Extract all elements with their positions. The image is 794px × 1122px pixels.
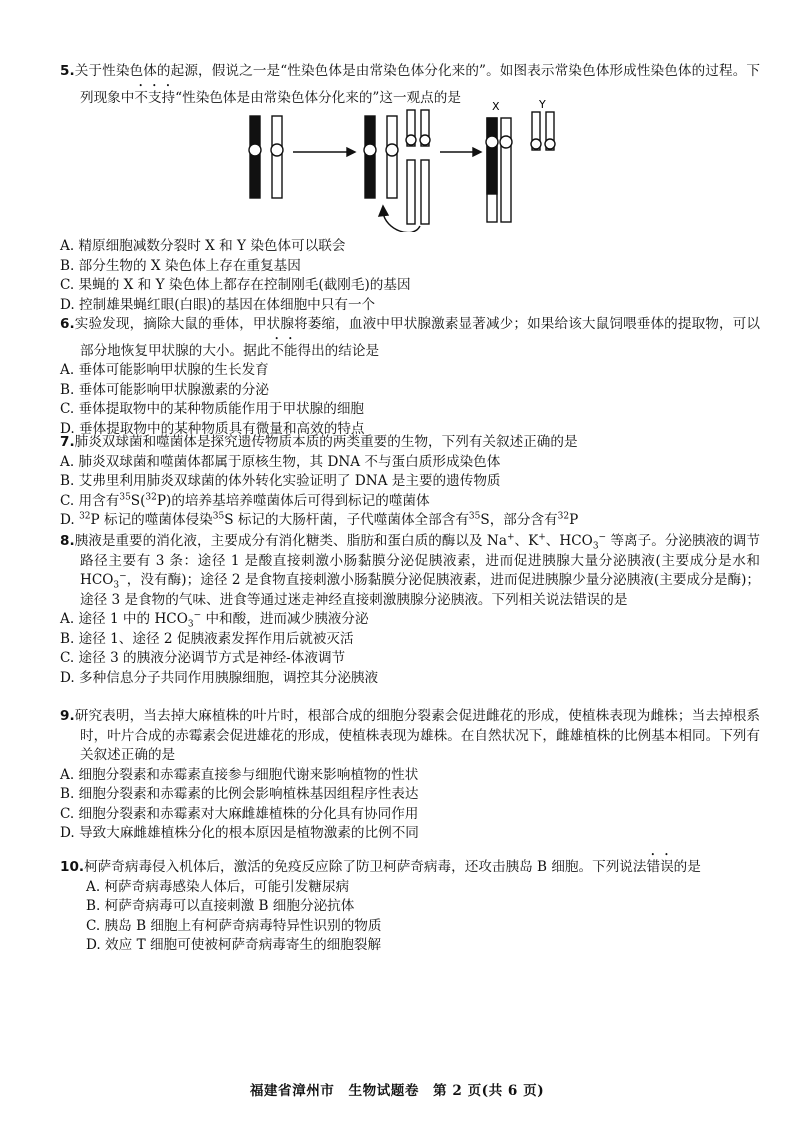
option-b[interactable]: B. 途径 1、途径 2 促胰液素发挥作用后就被灭活: [60, 630, 354, 647]
option-a[interactable]: A. 肺炎双球菌和噬菌体都属于原核生物，其 DNA 不与蛋白质形成染色体: [60, 453, 501, 470]
option-b[interactable]: B. 细胞分裂素和赤霉素的比例会影响植株基因组程序性表达: [60, 786, 419, 802]
emphasis-text: 不支持: [134, 89, 176, 106]
option-a[interactable]: A. 垂体可能影响甲状腺的生长发育: [60, 362, 269, 378]
option-d[interactable]: D. 控制雄果蝇红眼(白眼)的基因在体细胞中只有一个: [60, 296, 376, 313]
chromosome-black: [365, 116, 375, 198]
question-7: [60, 433, 760, 531]
option-b[interactable]: B. 柯萨奇病毒可以直接刺激 B 细胞分泌抗体: [86, 898, 355, 914]
option-d[interactable]: D. 导致大麻雌雄植株分化的根本原因是植物激素的比例不同: [60, 825, 419, 841]
emphasis-text: 错误: [646, 859, 674, 875]
question-9-stem: 9.研究表明，当去掉大麻植株的叶片时，根部合成的细胞分裂素会促进雌花的形成，使植株表现为雌株；当去掉根系时，叶片合成的赤霉素会促进雄花的形成，使植株表现为雄株。在自然状况下，雌雄植株的比例基本相同。下列有关叙述正确的是: [60, 708, 760, 763]
chromosome-black: [250, 116, 260, 198]
label-y: Y: [539, 100, 546, 111]
question-number: 6.: [60, 316, 75, 332]
option-c[interactable]: C. 细胞分裂素和赤霉素对大麻雌雄植株的分化具有协同作用: [60, 805, 419, 822]
question-6: [60, 315, 760, 439]
option-b[interactable]: B. 部分生物的 X 染色体上存在重复基因: [60, 257, 301, 274]
option-c[interactable]: C. 用含有$^{35}$S($^{32}$P)的培养基培养噬菌体后可得到标记的噬菌体: [60, 491, 430, 509]
option-c[interactable]: C. 胰岛 B 细胞上有柯萨奇病毒特异性识别的物质: [86, 917, 382, 934]
option-d[interactable]: D. $^{32}$P 标记的噬菌体侵染$^{35}$S 标记的大肠杆菌，子代噬菌体全部含有$^{35}$S，部分含有$^{32}$P: [60, 511, 579, 528]
question-10: [60, 851, 760, 956]
chromosome-white: [272, 116, 282, 198]
question-7-stem: 7.肺炎双球菌和噬菌体是探究遗传物质本质的两类重要的生物，下列有关叙述正确的是: [60, 434, 578, 450]
option-c[interactable]: C. 果蝇的 X 和 Y 染色体上都存在控制刚毛(截刚毛)的基因: [60, 277, 411, 293]
question-9: [60, 707, 760, 844]
question-5-stem: 5.关于性染色体的起源，假说之一是“性染色体是由常染色体分化来的”。如图表示常染色体形成性染色体的过程。下列现象中不支持“性染色体是由常染色体分化来的”这一观点的是: [60, 63, 760, 106]
question-number: 7.: [60, 434, 75, 450]
option-c[interactable]: C. 途径 3 的胰液分泌调节方式是神经-体液调节: [60, 650, 346, 666]
question-6-stem: 6.实验发现，摘除大鼠的垂体，甲状腺将萎缩，血液中甲状腺激素显著减少；如果给该大鼠饲喂垂体的提取物，可以部分地恢复甲状腺的大小。据此不能得出的结论是: [60, 316, 760, 359]
question-number: 10.: [60, 859, 85, 875]
emphasis-text: 不能: [270, 342, 298, 359]
option-a[interactable]: A. 细胞分裂素和赤霉素直接参与细胞代谢来影响植物的性状: [60, 766, 419, 783]
option-d[interactable]: D. 效应 T 细胞可使被柯萨奇病毒寄生的细胞裂解: [86, 937, 382, 953]
question-number: 5.: [60, 63, 75, 79]
option-d[interactable]: D. 垂体提取物中的某种物质具有微量和高效的特点: [60, 420, 365, 437]
option-a[interactable]: A. 精原细胞减数分裂时 X 和 Y 染色体可以联会: [60, 238, 346, 254]
option-a[interactable]: A. 途径 1 中的 $HCO_3^-$ 中和酸，进而减少胰液分泌: [60, 610, 369, 630]
option-a[interactable]: A. 柯萨奇病毒感染人体后，可能引发糖尿病: [86, 878, 350, 895]
option-b[interactable]: B. 垂体可能影响甲状腺激素的分泌: [60, 381, 269, 398]
option-b[interactable]: B. 艾弗里利用肺炎双球菌的体外转化实验证明了 DNA 是主要的遗传物质: [60, 473, 501, 489]
question-8: [60, 532, 760, 688]
option-c[interactable]: C. 垂体提取物中的某种物质能作用于甲状腺的细胞: [60, 401, 365, 417]
question-number: 8.: [60, 533, 75, 549]
chromosome-diagram: [235, 100, 575, 232]
label-x: X: [492, 100, 500, 113]
question-5-options: [60, 237, 760, 315]
option-d[interactable]: D. 多种信息分子共同作用胰腺细胞，调控其分泌胰液: [60, 669, 379, 686]
page-footer: 福建省漳州市 生物试题卷 第 2 页(共 6 页): [249, 1083, 545, 1099]
question-10-stem: 10.柯萨奇病毒侵入机体后，激活的免疫反应除了防卫柯萨奇病毒，还攻击胰岛 B 细胞。下列说法错误的是: [60, 859, 701, 875]
question-number: 9.: [60, 708, 75, 724]
question-8-stem: 8.胰液是重要的消化液，主要成分有消化糖类、脂肪和蛋白质的酶以及 Na+、K+、$HCO_3^-$ 等离子。分泌胰液的调节路径主要有 3 条：途径 1 是酸直接刺激小肠黏膜分泌促胰液素，进而促进胰腺大量分泌胰液(主要成分是水和 $HCO_3^-$，没有酶)；途径 2 是食物直接刺激小肠黏膜分泌促胰液素，进而促进胰腺少量分泌胰液(主要成分是酶)；途径 3 是食物的气味、进食等通过迷走神经直接刺激胰腺分泌胰液。下列相关说法错误的是: [60, 532, 761, 608]
